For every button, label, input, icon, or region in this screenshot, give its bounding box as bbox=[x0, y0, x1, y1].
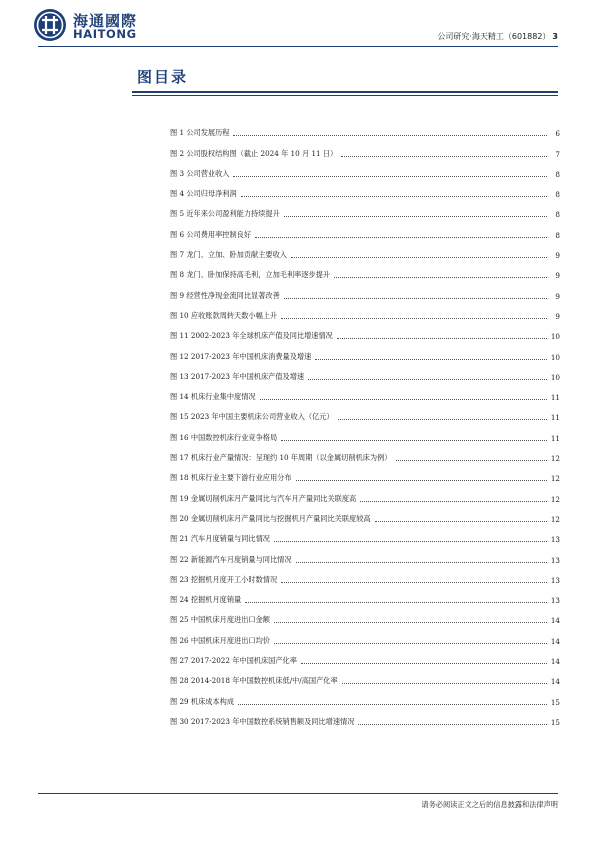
toc-leader-dots bbox=[238, 704, 547, 705]
toc-entry-page: 8 bbox=[555, 210, 560, 220]
toc-entry-label: 图 12 2017-2023 年中国机床消费量及增速 bbox=[170, 351, 312, 361]
toc-entry-label: 图 10 应收账款周转天数小幅上升 bbox=[170, 310, 278, 320]
toc-entry[interactable] bbox=[170, 443, 560, 463]
toc-entry-page: 14 bbox=[550, 636, 560, 646]
toc-entry-page: 9 bbox=[555, 311, 560, 321]
toc-entry-page: 12 bbox=[550, 454, 560, 464]
toc-entry[interactable] bbox=[170, 544, 560, 564]
toc-entry[interactable] bbox=[170, 341, 560, 361]
toc-entry-label: 图 15 2023 年中国主要机床公司营业收入（亿元） bbox=[170, 412, 334, 422]
toc-entry[interactable] bbox=[170, 118, 560, 138]
toc-leader-dots bbox=[281, 440, 547, 441]
toc-entry[interactable] bbox=[170, 402, 560, 422]
toc-entry[interactable] bbox=[170, 666, 560, 686]
toc-entry[interactable] bbox=[170, 362, 560, 382]
toc-leader-dots bbox=[342, 683, 547, 684]
haitong-logo bbox=[33, 8, 163, 44]
toc-entry-page: 15 bbox=[550, 717, 560, 727]
toc-entry[interactable] bbox=[170, 219, 560, 239]
toc-entry-label: 图 26 中国机床月度进出口均价 bbox=[170, 635, 270, 645]
toc-leader-dots bbox=[338, 419, 547, 420]
toc-entry-page: 7 bbox=[555, 149, 560, 159]
toc-entry[interactable] bbox=[170, 179, 560, 199]
toc-entry-label: 图 21 汽车月度销量与同比情况 bbox=[170, 534, 270, 544]
toc-entry-label: 图 16 中国数控机床行业竞争格局 bbox=[170, 432, 278, 442]
toc-entry[interactable] bbox=[170, 504, 560, 524]
toc-leader-dots bbox=[281, 318, 547, 319]
toc-entry[interactable] bbox=[170, 321, 560, 341]
toc-entry-page: 11 bbox=[550, 433, 560, 443]
toc-leader-dots bbox=[296, 562, 547, 563]
toc-entry-label: 图 27 2017-2022 年中国机床国产化率 bbox=[170, 656, 297, 666]
toc-entry-label: 图 18 机床行业主要下游行业应用分布 bbox=[170, 473, 292, 483]
toc-entry-label: 图 28 2014-2018 年中国数控机床低/中/高国产化率 bbox=[170, 676, 338, 686]
toc-leader-dots bbox=[274, 541, 547, 542]
toc-entry[interactable] bbox=[170, 707, 560, 727]
toc-entry-label: 图 29 机床成本构成 bbox=[170, 696, 235, 706]
toc-entry[interactable] bbox=[170, 625, 560, 645]
toc-entry-label: 图 23 挖掘机月度开工小时数情况 bbox=[170, 574, 278, 584]
toc-entry-label: 图 7 龙门、立加、卧加贡献主要收入 bbox=[170, 250, 287, 260]
toc-entry-page: 8 bbox=[555, 169, 560, 179]
toc-leader-dots bbox=[375, 521, 547, 522]
toc-entry[interactable] bbox=[170, 585, 560, 605]
title-rule bbox=[132, 91, 558, 93]
toc-entry-label: 图 20 金属切削机床月产量同比与挖掘机月产量同比关联度较高 bbox=[170, 513, 371, 523]
toc-entry-page: 13 bbox=[550, 575, 560, 585]
header-report-info bbox=[437, 31, 558, 42]
toc-entry-page: 12 bbox=[550, 474, 560, 484]
toc-entry[interactable] bbox=[170, 382, 560, 402]
toc-entry-label: 图 11 2002-2023 年全球机床产值及同比增速情况 bbox=[170, 331, 333, 341]
toc-entry-page: 10 bbox=[550, 332, 560, 342]
toc-entry[interactable] bbox=[170, 483, 560, 503]
toc-leader-dots bbox=[274, 643, 547, 644]
toc-entry-label: 图 19 金属切削机床月产量同比与汽车月产量同比关联度高 bbox=[170, 493, 357, 503]
toc-entry[interactable] bbox=[170, 138, 560, 158]
footer-divider bbox=[38, 793, 558, 794]
toc-entry-label: 图 25 中国机床月度进出口金额 bbox=[170, 615, 270, 625]
toc-entry-page: 9 bbox=[555, 291, 560, 301]
page-title: 图目录 bbox=[137, 68, 189, 86]
title-rule-thin bbox=[132, 95, 558, 96]
toc-leader-dots bbox=[341, 156, 547, 157]
toc-entry-page: 12 bbox=[550, 514, 560, 524]
toc-entry[interactable] bbox=[170, 524, 560, 544]
toc-entry-page: 6 bbox=[555, 129, 560, 139]
toc-entry-page: 15 bbox=[550, 697, 560, 707]
toc-leader-dots bbox=[233, 135, 547, 136]
toc-entry-label: 图 4 公司归母净利润 bbox=[170, 189, 237, 199]
toc-entry-label: 图 14 机床行业集中度情况 bbox=[170, 392, 256, 402]
logo-chinese-text: 海通國際 bbox=[73, 12, 138, 30]
toc-entry-label: 图 13 2017-2023 年中国机床产值及增速 bbox=[170, 371, 305, 381]
toc-leader-dots bbox=[337, 338, 547, 339]
toc-leader-dots bbox=[281, 582, 547, 583]
toc-entry-page: 8 bbox=[555, 190, 560, 200]
toc-leader-dots bbox=[291, 257, 547, 258]
toc-entry[interactable] bbox=[170, 301, 560, 321]
toc-entry-label: 图 5 近年来公司盈利能力持续提升 bbox=[170, 209, 280, 219]
toc-leader-dots bbox=[284, 298, 547, 299]
toc-entry-label: 图 22 新能源汽车月度销量与同比情况 bbox=[170, 554, 292, 564]
toc-leader-dots bbox=[315, 359, 547, 360]
toc-entry[interactable] bbox=[170, 240, 560, 260]
toc-entry[interactable] bbox=[170, 199, 560, 219]
toc-entry[interactable] bbox=[170, 686, 560, 706]
toc-entry-page: 14 bbox=[550, 616, 560, 626]
toc-entry-label: 图 3 公司营业收入 bbox=[170, 168, 230, 178]
toc-entry[interactable] bbox=[170, 605, 560, 625]
toc-entry-label: 图 1 公司发展历程 bbox=[170, 128, 230, 138]
figure-toc-list bbox=[170, 118, 560, 727]
toc-entry-page: 9 bbox=[555, 271, 560, 281]
toc-entry-label: 图 2 公司股权结构图（截止 2024 年 10 月 11 日） bbox=[170, 148, 338, 158]
report-info-text: 公司研究·海天精工（601882） bbox=[437, 32, 551, 41]
footer-disclaimer: 请务必阅读正文之后的信息披露和法律声明 bbox=[421, 800, 558, 809]
toc-entry-page: 14 bbox=[550, 677, 560, 687]
toc-leader-dots bbox=[334, 277, 547, 278]
toc-leader-dots bbox=[233, 176, 547, 177]
header-divider bbox=[38, 46, 558, 47]
toc-entry[interactable] bbox=[170, 159, 560, 179]
haitong-logo-icon bbox=[33, 8, 67, 42]
page-number: 3 bbox=[552, 32, 558, 41]
toc-leader-dots bbox=[296, 480, 547, 481]
toc-entry[interactable] bbox=[170, 463, 560, 483]
toc-entry[interactable] bbox=[170, 280, 560, 300]
toc-entry[interactable] bbox=[170, 565, 560, 585]
toc-entry-page: 14 bbox=[550, 657, 560, 667]
toc-entry-page: 13 bbox=[550, 555, 560, 565]
toc-entry-page: 13 bbox=[550, 596, 560, 606]
toc-entry-page: 8 bbox=[555, 230, 560, 240]
toc-leader-dots bbox=[284, 216, 547, 217]
page-header bbox=[0, 0, 595, 50]
toc-entry-page: 9 bbox=[555, 251, 560, 261]
toc-leader-dots bbox=[360, 501, 547, 502]
toc-leader-dots bbox=[260, 399, 547, 400]
toc-entry-label: 图 9 经营性净现金流同比显著改善 bbox=[170, 290, 280, 300]
toc-leader-dots bbox=[255, 237, 547, 238]
logo-english-text: HAITONG bbox=[73, 27, 137, 41]
toc-entry-page: 11 bbox=[550, 413, 560, 423]
toc-leader-dots bbox=[245, 602, 547, 603]
toc-entry-label: 图 30 2017-2023 年中国数控系统销售额及同比增速情况 bbox=[170, 716, 355, 726]
toc-leader-dots bbox=[301, 663, 547, 664]
toc-entry[interactable] bbox=[170, 646, 560, 666]
toc-entry-page: 12 bbox=[550, 494, 560, 504]
toc-entry-label: 图 17 机床行业产量情况：呈现约 10 年周期（以金属切削机床为例） bbox=[170, 453, 392, 463]
toc-entry[interactable] bbox=[170, 422, 560, 442]
toc-entry[interactable] bbox=[170, 260, 560, 280]
toc-leader-dots bbox=[241, 196, 547, 197]
toc-leader-dots bbox=[308, 379, 547, 380]
toc-entry-page: 13 bbox=[550, 535, 560, 545]
toc-entry-label: 图 6 公司费用率控制良好 bbox=[170, 229, 252, 239]
toc-leader-dots bbox=[358, 724, 547, 725]
toc-entry-page: 10 bbox=[550, 352, 560, 362]
toc-leader-dots bbox=[396, 460, 548, 461]
toc-entry-label: 图 24 挖掘机月度销量 bbox=[170, 595, 242, 605]
toc-leader-dots bbox=[274, 622, 547, 623]
toc-entry-page: 11 bbox=[550, 393, 560, 403]
toc-entry-page: 10 bbox=[550, 372, 560, 382]
toc-entry-label: 图 8 龙门、卧加保持高毛利，立加毛利率逐步提升 bbox=[170, 270, 331, 280]
